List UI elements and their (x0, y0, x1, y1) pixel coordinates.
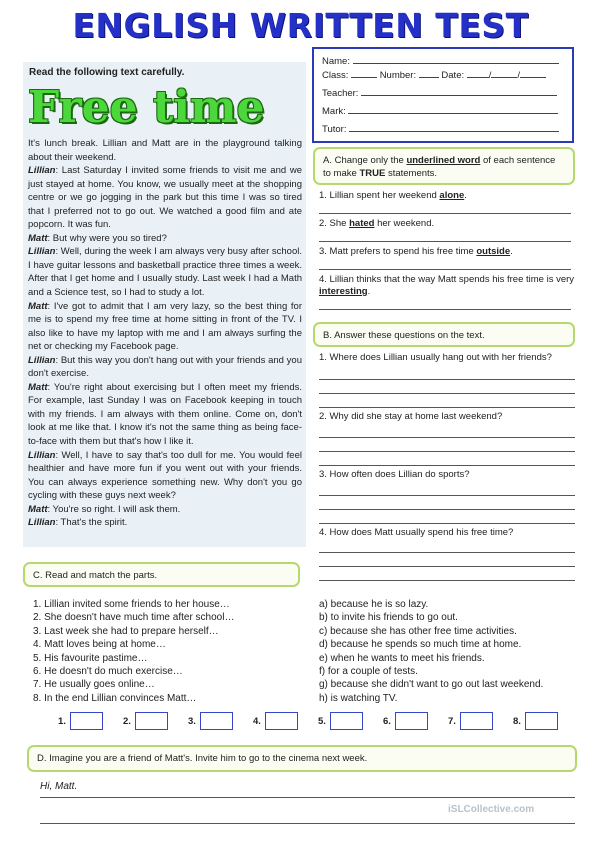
answer-number: 2. (123, 716, 131, 727)
section-b-question-4: 4. How does Matt usually spend his free time? (319, 527, 514, 538)
answer-box-5[interactable] (330, 712, 363, 730)
speech-text: It's lunch break. Lillian and Matt are in the playground talking about their weekend. (28, 138, 302, 163)
section-a-item-1: 1. Lillian spent her weekend alone. (319, 190, 467, 201)
answer-line[interactable] (319, 213, 571, 214)
story-paragraph (28, 300, 302, 354)
answer-number: 5. (318, 716, 326, 727)
speech-text: : But why were you so tired? (47, 232, 167, 244)
speech-text: : Well, I have to say that's too dull for me. You would feel healthier and have more fun if you went out with your friends. You can always experience something new. Why don't you go cycling with these guys next week? (28, 449, 302, 502)
story-paragraph (28, 164, 302, 232)
story-paragraph (28, 137, 302, 164)
speaker-name: Lillian (28, 354, 56, 366)
answer-line[interactable] (319, 523, 575, 524)
number-field[interactable] (419, 69, 439, 78)
answer-number: 7. (448, 716, 456, 727)
answer-line[interactable] (319, 241, 571, 242)
section-a-item-3: 3. Matt prefers to spend his free time outside. (319, 246, 513, 257)
class-field[interactable] (351, 69, 377, 78)
section-d-instruction: D. Imagine you are a friend of Matt's. Invite him to go to the cinema next week. (27, 745, 577, 772)
answer-number: 8. (513, 716, 521, 727)
speaker-name: Lillian (28, 517, 56, 529)
section-c-instruction: C. Read and match the parts. (23, 562, 300, 587)
answer-box-2[interactable] (135, 712, 168, 730)
section-b-question-2: 2. Why did she stay at home last weekend? (319, 411, 503, 422)
reading-text (28, 137, 302, 530)
speech-text: : Last Saturday I invited some friends to visit me and we just stayed at home. You know, we usually meet at the shopping centre or we go jogging in the park but this time I was so tired that I preferred not to go out. We watched a good film and ate popcorn. It was fun. (28, 165, 302, 231)
match-right-item: a) because he is so lazy. (319, 599, 429, 610)
name-row (322, 55, 559, 67)
answer-number: 1. (58, 716, 66, 727)
answer-box-7[interactable] (460, 712, 493, 730)
speaker-name: Lillian (28, 165, 56, 177)
answer-number: 6. (383, 716, 391, 727)
answer-line[interactable] (319, 495, 575, 496)
match-right-column (319, 598, 543, 705)
date-label: Date: (441, 70, 465, 81)
match-left-item: 6. He doesn't do much exercise… (33, 666, 183, 678)
answer-box-4[interactable] (265, 712, 298, 730)
match-right-item: f) for a couple of tests. (319, 666, 418, 678)
class-label: Class: (322, 70, 349, 81)
underlined-word-label: underlined word (406, 155, 481, 166)
name-label: Name: (322, 56, 350, 67)
speaker-name: Matt (28, 232, 48, 244)
speaker-name: Lillian (28, 246, 56, 258)
answer-box-1[interactable] (70, 712, 103, 730)
answer-line[interactable] (319, 309, 571, 310)
section-a-item-4: 4. Lillian thinks that the way Matt spends his free time is very interesting. (319, 274, 575, 297)
teacher-field[interactable] (361, 87, 557, 96)
match-left-item: 7. He usually goes online… (33, 679, 155, 691)
tutor-row (322, 123, 559, 135)
writing-line[interactable] (40, 797, 575, 798)
name-field[interactable] (353, 55, 559, 64)
tutor-field[interactable] (349, 123, 559, 132)
answer-box-8[interactable] (525, 712, 558, 730)
date-day-field[interactable] (467, 69, 489, 78)
match-right-item: c) because she has other free time activities. (319, 625, 517, 637)
date-month-field[interactable] (491, 69, 517, 78)
reading-heading: Free time (28, 82, 265, 133)
match-left-item: 8. In the end Lillian convinces Matt… (33, 692, 197, 704)
teacher-row (322, 87, 557, 99)
teacher-label: Teacher: (322, 88, 359, 99)
mark-field[interactable] (348, 105, 558, 114)
match-right-item: h) is watching TV. (319, 692, 398, 704)
story-paragraph (28, 245, 302, 299)
speech-text: : Well, during the week I am always very busy after school. I have guitar lessons and basketball practice three times a week. After that I get home and I usually study. Last week I had a Math and a Science test, so I had to study a lot. (28, 246, 302, 299)
match-left-item: 3. Last week she had to prepare herself… (33, 625, 219, 637)
speaker-name: Matt (28, 300, 48, 312)
section-b-question-1: 1. Where does Lillian usually hang out with her friends? (319, 352, 552, 363)
worksheet-title: ENGLISH WRITTEN TEST (72, 6, 529, 45)
speech-text: : That's the spirit. (55, 517, 128, 529)
speaker-name: Matt (28, 503, 48, 515)
story-paragraph (28, 503, 302, 517)
answer-line[interactable] (319, 552, 575, 553)
writing-line[interactable] (40, 823, 575, 824)
number-label: Number: (379, 70, 417, 81)
class-row: Class: Number: Date: / / (322, 69, 546, 81)
speech-text: : You're right about exercising but I often meet my friends. For example, last Sunday I was on Facebook keeping in touch with my friends. I am always with them online. Come on, don't look at me like that. I know it's not the same thing as being face-to-face with them but that's how I like it. (28, 381, 302, 448)
speech-text: : But this way you don't hang out with your friends and you don't exercise. (28, 354, 302, 380)
answer-box-3[interactable] (200, 712, 233, 730)
match-left-item: 1. Lillian invited some friends to her house… (33, 599, 230, 610)
match-right-item: e) when he wants to meet his friends. (319, 652, 485, 664)
tutor-label: Tutor: (322, 124, 347, 135)
answer-line[interactable] (319, 509, 575, 510)
answer-number: 3. (188, 716, 196, 727)
story-paragraph (28, 381, 302, 449)
answer-line[interactable] (319, 580, 575, 581)
match-right-item: g) because she didn't want to go out last weekend. (319, 679, 544, 691)
speech-text: : I've got to admit that I am very lazy, so the best thing for me is to spend my free time at home sitting in front of the TV. I also like to have my laptop with me and I am always surfing the net or checking my Facebook page. (28, 300, 302, 353)
site-watermark: iSLCollective.com (448, 804, 535, 815)
mark-label: Mark: (322, 106, 346, 117)
match-left-item: 4. Matt loves being at home… (33, 639, 166, 651)
match-left-item: 2. She doesn't have much time after school… (33, 612, 235, 624)
answer-line[interactable] (319, 407, 575, 408)
story-paragraph (28, 354, 302, 381)
section-a-item-2: 2. She hated her weekend. (319, 218, 435, 229)
speaker-name: Lillian (28, 449, 56, 461)
answer-line[interactable] (319, 269, 571, 270)
speech-text: : You're so right. I will ask them. (47, 503, 181, 515)
reading-instruction: Read the following text carefully. (29, 67, 185, 78)
answer-line[interactable] (319, 451, 575, 452)
answer-line[interactable] (319, 393, 575, 394)
date-year-field[interactable] (520, 69, 546, 78)
student-info-box (312, 47, 574, 143)
answer-line[interactable] (319, 437, 575, 438)
match-right-item: d) because he spends so much time at home. (319, 639, 522, 651)
match-left-column (33, 598, 234, 705)
section-b-instruction: B. Answer these questions on the text. (313, 322, 575, 347)
match-right-item: b) to invite his friends to go out. (319, 612, 458, 624)
section-b-question-3: 3. How often does Lillian do sports? (319, 469, 470, 480)
speaker-name: Matt (28, 381, 48, 393)
letter-greeting: Hi, Matt. (40, 781, 78, 792)
answer-line[interactable] (319, 566, 575, 567)
mark-row (322, 105, 558, 117)
answer-box-6[interactable] (395, 712, 428, 730)
answer-line[interactable] (319, 379, 575, 380)
story-paragraph (28, 232, 302, 246)
answer-number: 4. (253, 716, 261, 727)
answer-line[interactable] (319, 465, 575, 466)
match-left-item: 5. His favourite pastime… (33, 652, 148, 664)
story-paragraph (28, 449, 302, 503)
story-paragraph (28, 516, 302, 530)
section-a-instruction: A. Change only the underlined word of each sentence to make TRUE statements. (313, 147, 575, 185)
